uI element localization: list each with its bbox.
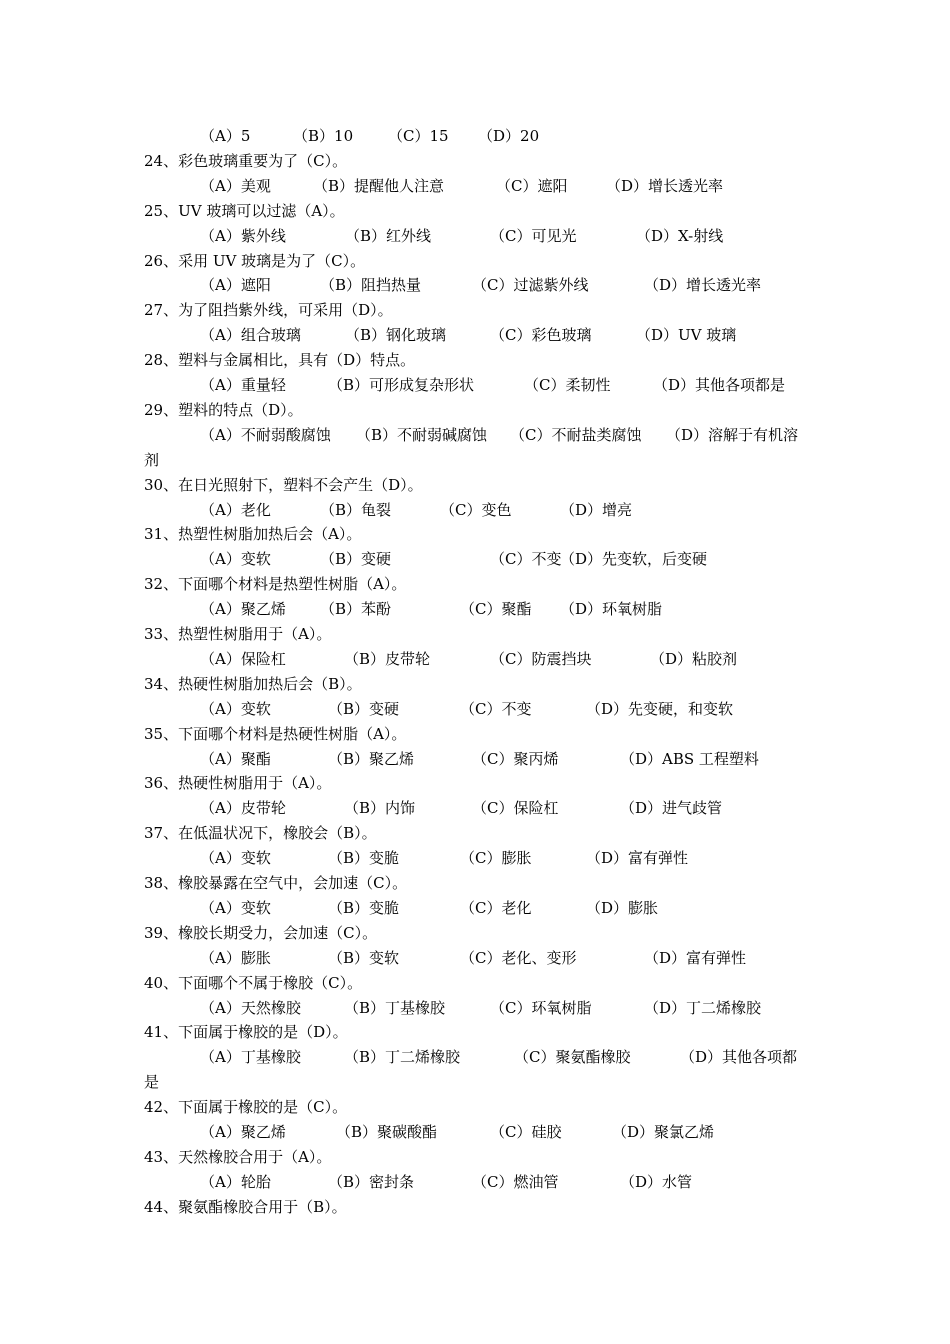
- option-b: （B）内饰: [344, 799, 416, 818]
- option-d: （D）X-射线: [636, 226, 724, 245]
- option-c: （C）环氧树脂: [490, 998, 592, 1017]
- question-line: 32、下面哪个材料是热塑性树脂（A）。: [144, 575, 407, 594]
- option-a: （A）组合玻璃: [200, 326, 301, 345]
- option-a: （A）5: [200, 127, 251, 145]
- question-line: 44、聚氨酯橡胶合用于（B）。: [144, 1197, 347, 1216]
- option-a: （A）天然橡胶: [200, 998, 301, 1017]
- option-a: （A）遮阳: [200, 276, 271, 295]
- option-b: （B）变脆: [328, 898, 400, 917]
- option-d: （D）增长透光率: [606, 176, 724, 195]
- option-b: （B）阻挡热量: [320, 276, 422, 295]
- option-d: （D）UV 玻璃: [636, 326, 737, 345]
- option-d: （D）溶解于有机溶: [666, 425, 799, 444]
- option-c: （C）15: [388, 127, 449, 145]
- option-a: （A）老化: [200, 500, 271, 519]
- option-c: （C）聚氨酯橡胶: [514, 1048, 631, 1067]
- option-a: （A）皮带轮: [200, 799, 286, 818]
- option-b: （B）密封条: [328, 1172, 415, 1191]
- question-line: 28、塑料与金属相比，具有（D）特点。: [144, 351, 416, 370]
- option-a: （A）美观: [200, 176, 271, 195]
- question-line: 38、橡胶暴露在空气中，会加速（C）。: [144, 874, 408, 892]
- option-b: （B）聚乙烯: [328, 749, 415, 768]
- option-a: （A）膨胀: [200, 948, 271, 967]
- option-d: （D）环氧树脂: [560, 600, 663, 619]
- option-c: （C）不变: [460, 699, 532, 718]
- option-d: （D）进气歧管: [620, 799, 723, 818]
- option-c: （C）保险杠: [472, 799, 559, 818]
- option-b: （B）变软: [328, 948, 400, 967]
- option-c: （C）不耐盐类腐蚀: [510, 425, 642, 444]
- option-b: （B）10: [293, 127, 354, 145]
- option-a: （A）保险杠: [200, 649, 286, 668]
- option-d: （D）富有弹性: [644, 948, 747, 967]
- option-b: （B）红外线: [345, 226, 432, 245]
- option-d: （D）聚氯乙烯: [612, 1123, 715, 1141]
- option-a: （A）变软: [200, 849, 271, 868]
- option-b: （B）变硬: [328, 699, 400, 718]
- question-line: 剂: [144, 450, 160, 469]
- option-b: （B）丁二烯橡胶: [344, 1048, 461, 1067]
- option-a: （A）紫外线: [200, 226, 286, 245]
- option-c: （C）彩色玻璃: [490, 326, 592, 345]
- option-a: （A）丁基橡胶: [200, 1048, 301, 1067]
- option-c: （C）过滤紫外线: [472, 276, 589, 295]
- option-c: （C）变色: [440, 500, 512, 519]
- question-line: 35、下面哪个材料是热硬性树脂（A）。: [144, 724, 407, 743]
- option-a: （A）不耐弱酸腐蚀: [200, 425, 331, 444]
- option-c: （C）聚丙烯: [472, 749, 559, 768]
- question-line: 36、热硬性树脂用于（A）。: [144, 774, 332, 793]
- option-a: （A）重量轻: [200, 376, 286, 394]
- option-c: （C）燃油管: [472, 1172, 559, 1191]
- question-line: 30、在日光照射下，塑料不会产生（D）。: [144, 475, 423, 494]
- question-line: 是: [144, 1073, 160, 1092]
- question-line: 24、彩色玻璃重要为了（C）。: [144, 151, 348, 170]
- option-d: （D）增亮: [560, 500, 633, 519]
- question-line: 39、橡胶长期受力，会加速（C）。: [144, 923, 378, 942]
- option-d: （D）增长透光率: [644, 276, 762, 295]
- option-b: （B）不耐弱碱腐蚀: [356, 425, 488, 444]
- question-line: 40、下面哪个不属于橡胶（C）。: [144, 973, 363, 992]
- option-b: （B）提醒他人注意: [313, 176, 445, 195]
- option-d: （D）膨胀: [586, 898, 659, 917]
- option-b: （B）聚碳酸酯: [336, 1123, 438, 1141]
- option-a: （A）轮胎: [200, 1172, 271, 1191]
- option-d: （D）先变硬，和变软: [586, 699, 734, 718]
- option-c: （C）老化: [460, 898, 532, 917]
- option-d: （D）其他各项都是: [653, 376, 786, 394]
- option-c: （C）可见光: [490, 226, 577, 245]
- option-a: （A）变软: [200, 898, 271, 917]
- option-d: （D）水管: [620, 1172, 693, 1191]
- option-b: （B）皮带轮: [344, 649, 431, 668]
- option-d: （D）粘胶剂: [650, 649, 738, 668]
- option-b: （B）可形成复杂形状: [328, 376, 475, 394]
- option-b: （B）变硬: [320, 550, 392, 569]
- option-d: （D）ABS 工程塑料: [620, 749, 759, 768]
- question-line: 43、天然橡胶合用于（A）。: [144, 1147, 332, 1166]
- option-c: （C）防震挡块: [490, 649, 592, 668]
- option-b: （B）苯酚: [320, 600, 392, 619]
- option-c: （C）聚酯: [460, 600, 532, 619]
- option-a: （A）变软: [200, 550, 271, 569]
- option-d: （D）20: [478, 127, 540, 145]
- option-c: （C）硅胶: [490, 1123, 562, 1141]
- option-c: （C）膨胀: [460, 849, 532, 868]
- option-c: （C）柔韧性: [524, 376, 611, 394]
- option-a: （A）聚酯: [200, 749, 271, 768]
- question-line: 31、热塑性树脂加热后会（A）。: [144, 525, 362, 544]
- question-line: 37、在低温状况下，橡胶会（B）。: [144, 824, 377, 843]
- option-d: （D）其他各项都: [680, 1048, 798, 1067]
- option-b: （B）变脆: [328, 849, 400, 868]
- option-a: （A）变软: [200, 699, 271, 718]
- option-b: （B）钢化玻璃: [345, 326, 447, 345]
- question-line: 34、热硬性树脂加热后会（B）。: [144, 674, 362, 693]
- option-a: （A）聚乙烯: [200, 600, 286, 619]
- question-line: 25、UV 玻璃可以过滤（A）。: [144, 201, 345, 220]
- option-b: （B）龟裂: [320, 500, 392, 519]
- option-a: （A）聚乙烯: [200, 1123, 286, 1141]
- option-d: （D）先变软，后变硬: [560, 550, 708, 569]
- question-line: 26、采用 UV 玻璃是为了（C）。: [144, 251, 366, 270]
- option-d: （D）丁二烯橡胶: [644, 998, 762, 1017]
- question-line: 33、热塑性树脂用于（A）。: [144, 625, 332, 643]
- option-c: （C）遮阳: [496, 176, 568, 195]
- option-c: （C）老化、变形: [460, 948, 577, 967]
- question-line: 41、下面属于橡胶的是（D）。: [144, 1023, 348, 1042]
- option-b: （B）丁基橡胶: [344, 998, 446, 1017]
- option-c: （C）不变: [490, 550, 562, 569]
- option-d: （D）富有弹性: [586, 849, 689, 868]
- question-line: 42、下面属于橡胶的是（C）。: [144, 1098, 348, 1117]
- question-line: 29、塑料的特点（D）。: [144, 400, 303, 419]
- question-line: 27、为了阻挡紫外线，可采用（D）。: [144, 301, 393, 320]
